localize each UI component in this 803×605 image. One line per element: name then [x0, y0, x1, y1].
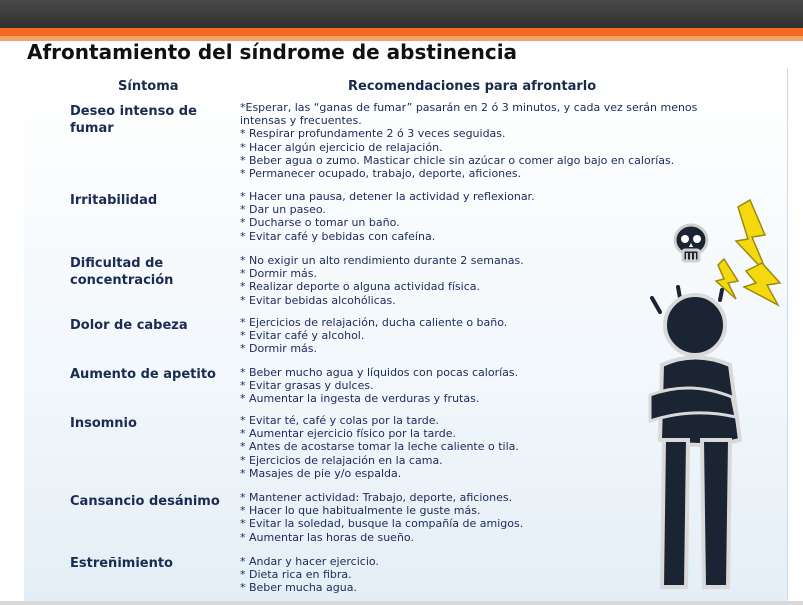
recommendation-line: * No exigir un alto rendimiento durante 2 semanas.	[240, 254, 524, 267]
recommendation-line: * Antes de acostarse tomar la leche caliente o tila.	[240, 440, 519, 454]
symptom-label: Irritabilidad	[70, 193, 158, 208]
bottom-border	[0, 601, 803, 605]
recommendation-line: * Ejercicios de relajación, ducha caliente o baño.	[240, 316, 508, 329]
symptom-label: Dolor de cabeza	[70, 318, 188, 333]
recommendation-line: * Aumentar las horas de sueño.	[240, 530, 414, 544]
orange-stripe	[0, 28, 803, 36]
recommendation-line: * Aumentar ejercicio físico por la tarde.	[240, 427, 456, 441]
recommendation-line: * Evitar grasas y dulces.	[240, 379, 374, 393]
recommendation-line: *Esperar, las “ganas de fumar” pasarán en 2 ó 3 minutos, y cada vez serán menos	[240, 101, 698, 114]
symptom-label: Insomnio	[70, 416, 137, 431]
recommendation-line: * Evitar bebidas alcohólicas.	[240, 293, 396, 307]
symptom-label: Aumento de apetito	[70, 367, 216, 382]
recommendation-line: * Hacer lo que habitualmente le guste más.	[240, 504, 481, 518]
recommendation-line: * Beber agua o zumo. Masticar chicle sin azúcar o comer algo bajo en calorías.	[240, 153, 675, 167]
recommendation-line: * Aumentar la ingesta de verduras y frutas.	[240, 392, 480, 406]
top-bar	[0, 0, 803, 28]
recommendation-line: * Evitar té, café y colas por la tarde.	[240, 414, 440, 427]
recommendation-line: intensas y frecuentes.	[240, 114, 362, 128]
recommendation-line: * Dormir más.	[240, 267, 317, 281]
recommendation-line: * Hacer algún ejercicio de relajación.	[240, 140, 443, 154]
recommendation-line: * Ducharse o tomar un baño.	[240, 216, 400, 230]
symptom-label: Dificultad de concentración	[70, 256, 174, 288]
recommendation-line: * Hacer una pausa, detener la actividad y reflexionar.	[240, 190, 535, 203]
recommendation-line: * Respirar profundamente 2 ó 3 veces seguidas.	[240, 127, 506, 141]
symptom-label: Estreñimiento	[70, 556, 173, 571]
page-title: Afrontamiento del síndrome de abstinencia	[27, 40, 518, 64]
recommendation-line: * Realizar deporte o alguna actividad física.	[240, 280, 480, 294]
symptom-label: Deseo intenso de fumar	[70, 104, 197, 136]
recommendation-line: * Andar y hacer ejercicio.	[240, 555, 379, 568]
recommendation-line: * Evitar café y alcohol.	[240, 329, 365, 343]
recommendation-line: * Permanecer ocupado, trabajo, deporte, aficiones.	[240, 167, 522, 181]
stressed-person-icon	[640, 195, 790, 590]
stressed-person-illustration	[640, 195, 790, 590]
recommendation-line: * Evitar la soledad, busque la compañía de amigos.	[240, 517, 524, 531]
recommendation-line: * Masajes de pie y/o espalda.	[240, 466, 402, 480]
recommendation-list	[240, 101, 740, 180]
lightning-icon	[716, 200, 780, 305]
recommendation-line: * Dieta rica en fibra.	[240, 568, 352, 582]
recommendation-line: * Beber mucha agua.	[240, 581, 357, 595]
symptom-label: Cansancio desánimo	[70, 494, 220, 509]
header-symptom: Síntoma	[118, 79, 179, 94]
recommendation-line: * Evitar café y bebidas con cafeína.	[240, 229, 436, 243]
skull-icon	[675, 225, 707, 261]
recommendation-line: * Mantener actividad: Trabajo, deporte, aficiones.	[240, 491, 513, 504]
recommendation-line: * Ejercicios de relajación en la cama.	[240, 453, 443, 467]
recommendation-line: * Beber mucho agua y líquidos con pocas calorías.	[240, 366, 519, 379]
header-recommendations: Recomendaciones para afrontarlo	[348, 79, 597, 94]
recommendation-line: * Dormir más.	[240, 342, 317, 356]
recommendation-line: * Dar un paseo.	[240, 203, 326, 217]
